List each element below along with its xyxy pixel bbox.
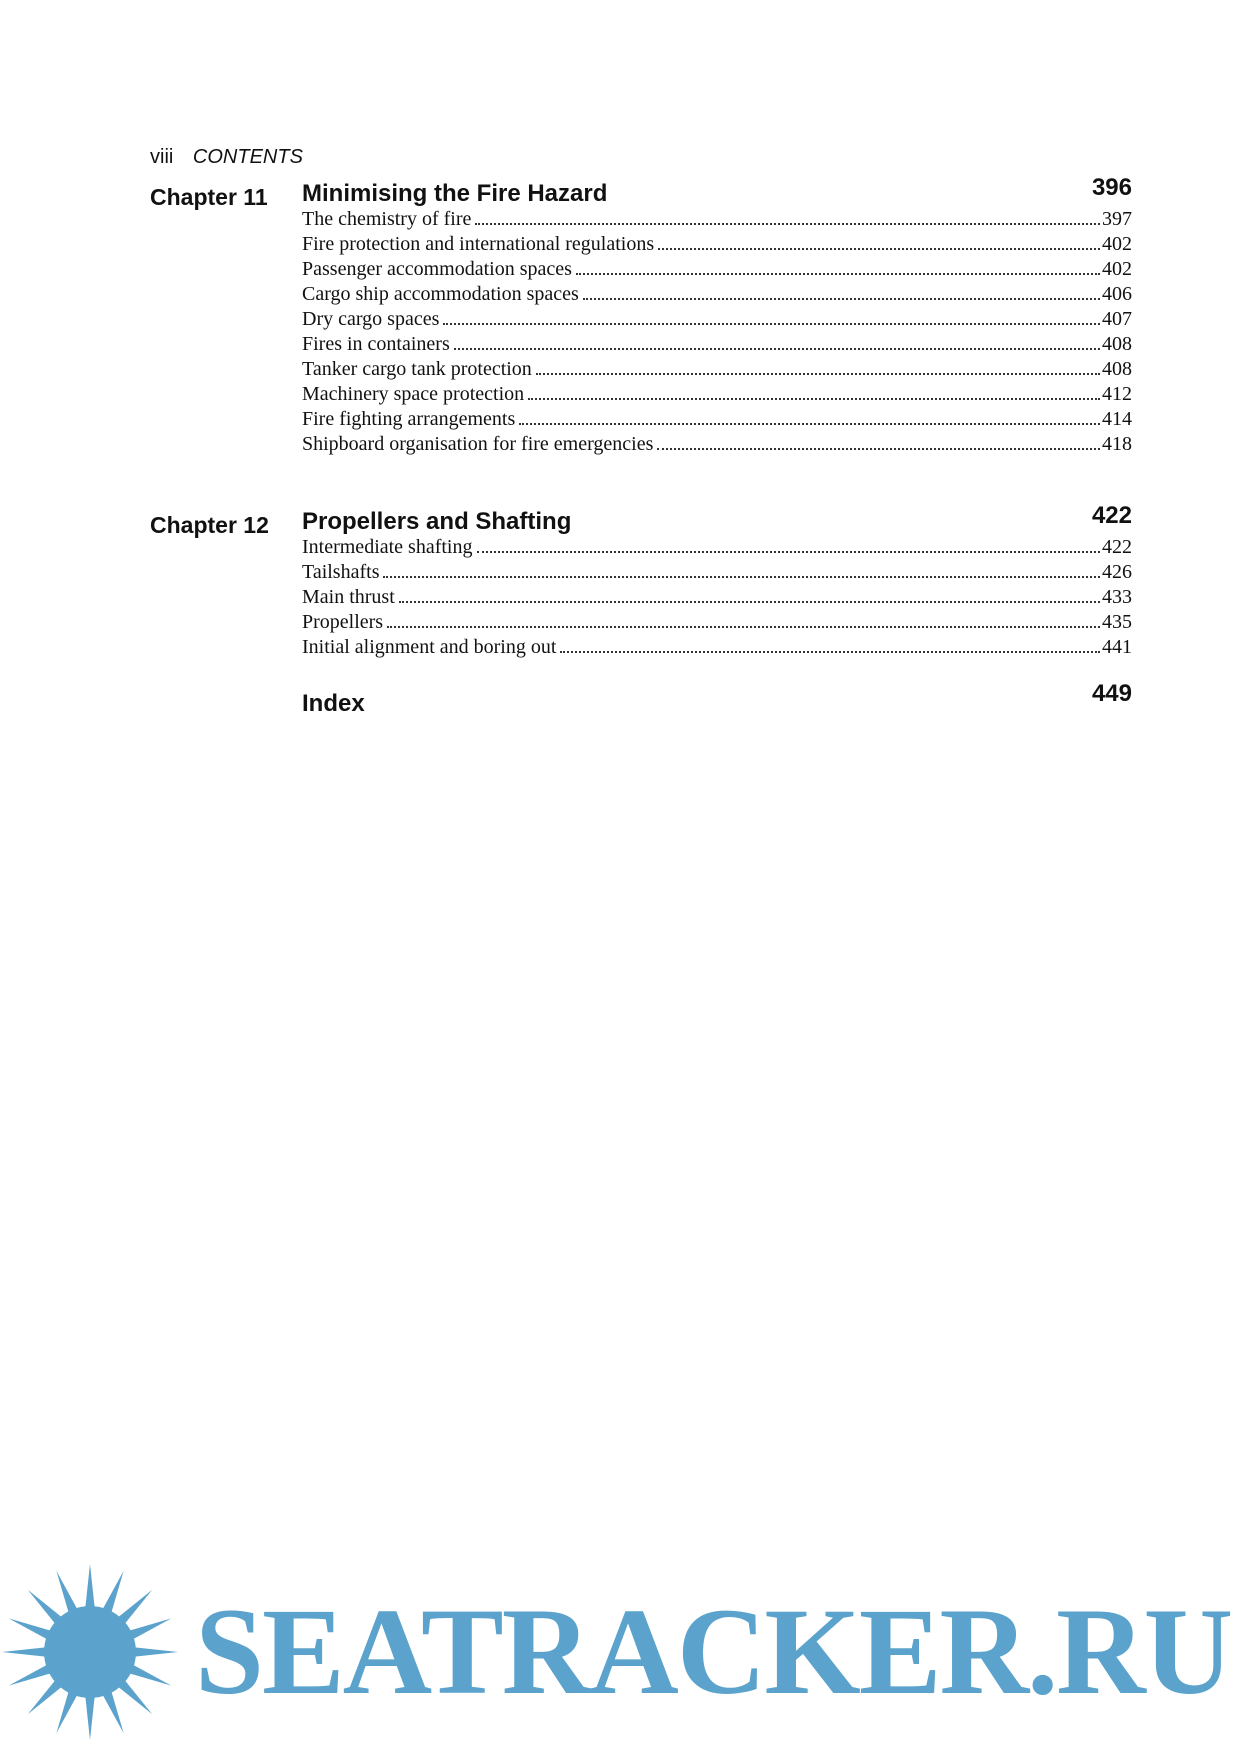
toc-entry[interactable] <box>302 208 1132 233</box>
toc-entry-page: 414 <box>1102 408 1132 430</box>
toc-entry-label: Passenger accommodation spaces <box>302 258 572 280</box>
sun-ray <box>56 1571 77 1614</box>
toc-entry[interactable] <box>302 561 1132 586</box>
toc-entry-page: 397 <box>1102 208 1132 230</box>
sun-ray <box>129 1618 172 1639</box>
toc-entry-page: 412 <box>1102 383 1132 405</box>
toc-entry-label: Intermediate shafting <box>302 536 473 558</box>
dot-leader <box>387 626 1100 628</box>
toc-entry-label: Shipboard organisation for fire emergencies <box>302 433 654 455</box>
running-head-title: CONTENTS <box>192 146 303 168</box>
dot-leader <box>477 551 1101 553</box>
sun-ray <box>85 1564 94 1608</box>
index-label: Index <box>302 690 365 717</box>
watermark-text: SEATRACKER.RU <box>195 1583 1232 1720</box>
toc-entries <box>302 208 1132 458</box>
dot-leader <box>399 601 1100 603</box>
toc-entry-page: 407 <box>1102 308 1132 330</box>
toc-entry-label: Dry cargo spaces <box>302 308 440 330</box>
page-folio: viii <box>150 146 174 168</box>
toc-entry-page: 418 <box>1102 433 1132 455</box>
dot-leader <box>658 248 1100 250</box>
sun-ray <box>28 1680 63 1715</box>
toc-entry[interactable] <box>302 636 1132 661</box>
dot-leader <box>519 423 1100 425</box>
toc-entry[interactable] <box>302 433 1132 458</box>
toc-entry-label: Propellers <box>302 611 384 633</box>
toc-entry-label: Cargo ship accommodation spaces <box>302 283 579 305</box>
running-head <box>150 146 303 169</box>
chapter-title[interactable]: Propellers and Shafting <box>302 508 572 535</box>
sun-ray <box>85 1696 94 1740</box>
toc-entry-label: Fire protection and international regulations <box>302 233 655 255</box>
chapter-label: Chapter 12 <box>150 512 269 538</box>
sun-disc <box>44 1606 136 1698</box>
toc-entry[interactable] <box>302 358 1132 383</box>
chapter-page-number: 396 <box>1091 174 1132 201</box>
toc-entry[interactable] <box>302 408 1132 433</box>
sun-ray <box>134 1647 178 1656</box>
toc-entry[interactable] <box>302 333 1132 358</box>
sun-ray <box>118 1680 153 1715</box>
sun-logo-icon <box>0 1560 190 1752</box>
dot-leader <box>560 651 1100 653</box>
index-page-number: 449 <box>1091 680 1132 707</box>
toc-entry-page: 408 <box>1102 333 1132 355</box>
chapter-label: Chapter 11 <box>150 184 268 210</box>
sun-ray <box>102 1571 123 1614</box>
toc-entry-page: 433 <box>1102 586 1132 608</box>
toc-entry[interactable] <box>302 308 1132 333</box>
toc-entry-page: 426 <box>1102 561 1132 583</box>
toc-entry-page: 435 <box>1102 611 1132 633</box>
toc-entry-page: 402 <box>1102 233 1132 255</box>
toc-entry[interactable] <box>302 536 1132 561</box>
chapter-title[interactable]: Minimising the Fire Hazard <box>302 180 608 207</box>
toc-entry[interactable] <box>302 383 1132 408</box>
sun-ray <box>56 1691 77 1734</box>
toc-entry-page: 402 <box>1102 258 1132 280</box>
dot-leader <box>475 223 1100 225</box>
dot-leader <box>583 298 1100 300</box>
dot-leader <box>443 323 1100 325</box>
sun-ray <box>28 1590 63 1625</box>
dot-leader <box>528 398 1100 400</box>
toc-entry-page: 408 <box>1102 358 1132 380</box>
toc-entry-page: 441 <box>1102 636 1132 658</box>
toc-entry[interactable] <box>302 586 1132 611</box>
toc-entry-label: Main thrust <box>302 586 395 608</box>
toc-entry-page: 406 <box>1102 283 1132 305</box>
sun-ray <box>9 1618 52 1639</box>
toc-entry-label: The chemistry of fire <box>302 208 472 230</box>
dot-leader <box>536 373 1100 375</box>
toc-entry[interactable] <box>302 283 1132 308</box>
sun-ray <box>102 1691 123 1734</box>
sun-ray <box>2 1647 46 1656</box>
toc-entry-label: Tanker cargo tank protection <box>302 358 532 380</box>
toc-entry-label: Tailshafts <box>302 561 380 583</box>
dot-leader <box>657 448 1100 450</box>
toc-entry-label: Fires in containers <box>302 333 450 355</box>
dot-leader <box>454 348 1100 350</box>
toc-entry[interactable] <box>302 258 1132 283</box>
chapter-page-number: 422 <box>1091 502 1132 529</box>
toc-entry-label: Fire fighting arrangements <box>302 408 516 430</box>
dot-leader <box>576 273 1100 275</box>
watermark <box>0 1560 1239 1752</box>
sun-ray <box>129 1664 172 1685</box>
dot-leader <box>383 576 1100 578</box>
toc-entry-page: 422 <box>1102 536 1132 558</box>
sun-ray <box>118 1590 153 1625</box>
sun-ray <box>9 1664 52 1685</box>
toc-entry[interactable] <box>302 233 1132 258</box>
toc-entry[interactable] <box>302 611 1132 636</box>
toc-entry-label: Initial alignment and boring out <box>302 636 557 658</box>
toc-entries <box>302 536 1132 661</box>
toc-entry-label: Machinery space protection <box>302 383 525 405</box>
